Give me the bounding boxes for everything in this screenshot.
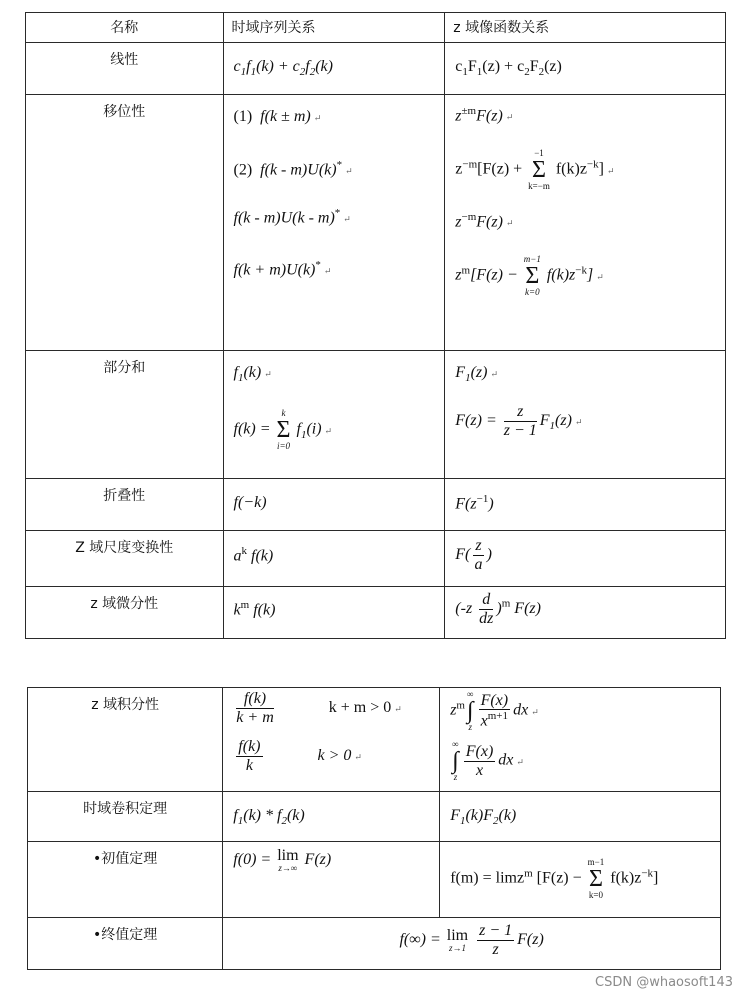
time-formula: $f_1(k)$ ↵ f(k) = k Σ i=0 $f_1(i)$ ↵ (223, 351, 445, 479)
row-name: •初值定理 (28, 842, 223, 918)
watermark-text: CSDN @whaosoft143 (595, 975, 733, 990)
z-formula: $F(z^{-1})$ (445, 479, 726, 531)
time-formula: f(−k) (223, 479, 445, 531)
row-name: •终值定理 (28, 918, 223, 970)
condition-1: k + m > 0 (328, 698, 392, 716)
row-name: 线性 (26, 43, 224, 95)
z-formula: $F_1(z)$ ↵ F(z) = $\frac{z}{z - 1}$ $F_1(z)$ ↵ (445, 351, 726, 479)
label-1: (1) (233, 108, 253, 125)
time-formula: $\frac{f(k)}{k + m}$ k + m > 0 ↵ $\frac{f(k)}{k}$ k > 0 ↵ (223, 688, 440, 792)
z-formula: $z^{\pm m}F(z)$ ↵ $z^{-m}[F(z)$ + −1 Σ k=−m $f(k)z^{-k}$] ↵ $z^{-m}F(z)$ ↵ $z^m[F(z)$ − m−1 Σ k=0 $f(k)z^{-k}$] ↵ (445, 95, 726, 351)
time-formula: $f_1(k) * f_2(k)$ (223, 792, 440, 842)
row-partial-sum (26, 351, 726, 479)
z-formula: F( $\frac{z}{a}$ ) (445, 531, 726, 587)
row-shift (26, 95, 726, 351)
row-name: Z 域尺度变换性 (26, 531, 224, 587)
properties-table-1 (25, 12, 726, 639)
label-2: (2) (233, 161, 253, 179)
z-formula: $c_1F_1(z) + c_2F_2(z)$ (445, 43, 726, 95)
row-folding (26, 479, 726, 531)
row-z-integration (28, 688, 721, 792)
table-header-row (26, 13, 726, 43)
row-z-scaling (26, 531, 726, 587)
row-initial-value (28, 842, 721, 918)
formula-merged: f(∞) = lim z→1 $\frac{z - 1}{z}$ F(z) (223, 918, 721, 970)
row-name: 部分和 (26, 351, 224, 479)
condition-2: k > 0 (317, 746, 352, 764)
row-linearity (26, 43, 726, 95)
row-convolution (28, 792, 721, 842)
row-z-differentiation (26, 587, 726, 639)
properties-table-2 (27, 687, 721, 970)
row-name: z 域积分性 (28, 688, 223, 792)
z-formula: f(m) = limz$^m$ [F(z) − m−1 Σ k=0 $f(k)z^{-k}$] (440, 842, 721, 918)
z-formula: (-z $\frac{d}{dz}$ )$^m$ F(z) (445, 587, 726, 639)
time-formula: $c_1f_1(k) + c_2f_2(k)$ (223, 43, 445, 95)
row-name: z 域微分性 (26, 587, 224, 639)
row-final-value (28, 918, 721, 970)
z-formula: $z^m$ ∞ ∫ z $\frac{F(x)}{x^{m+1}}$ dx ↵ ∞ ∫ z $\frac{F(x)}{x}$ dx ↵ (440, 688, 721, 792)
time-formula: (1) f(k ± m) ↵ (2) f(k - m)U(k)*↵ f(k - m)U(k - m)*↵ f(k + m)U(k)*↵ (223, 95, 445, 351)
row-name: 折叠性 (26, 479, 224, 531)
header-time-domain: 时域序列关系 (223, 13, 445, 43)
row-name: 时域卷积定理 (28, 792, 223, 842)
row-name: 移位性 (26, 95, 224, 351)
time-formula: $a^k$ f(k) (223, 531, 445, 587)
z-formula: $F_1(k)F_2(k)$ (440, 792, 721, 842)
time-formula: f(0) = lim z→∞ F(z) (223, 842, 440, 918)
header-name: 名称 (26, 13, 224, 43)
time-formula: $k^m$ f(k) (223, 587, 445, 639)
header-z-domain: z 域像函数关系 (445, 13, 726, 43)
